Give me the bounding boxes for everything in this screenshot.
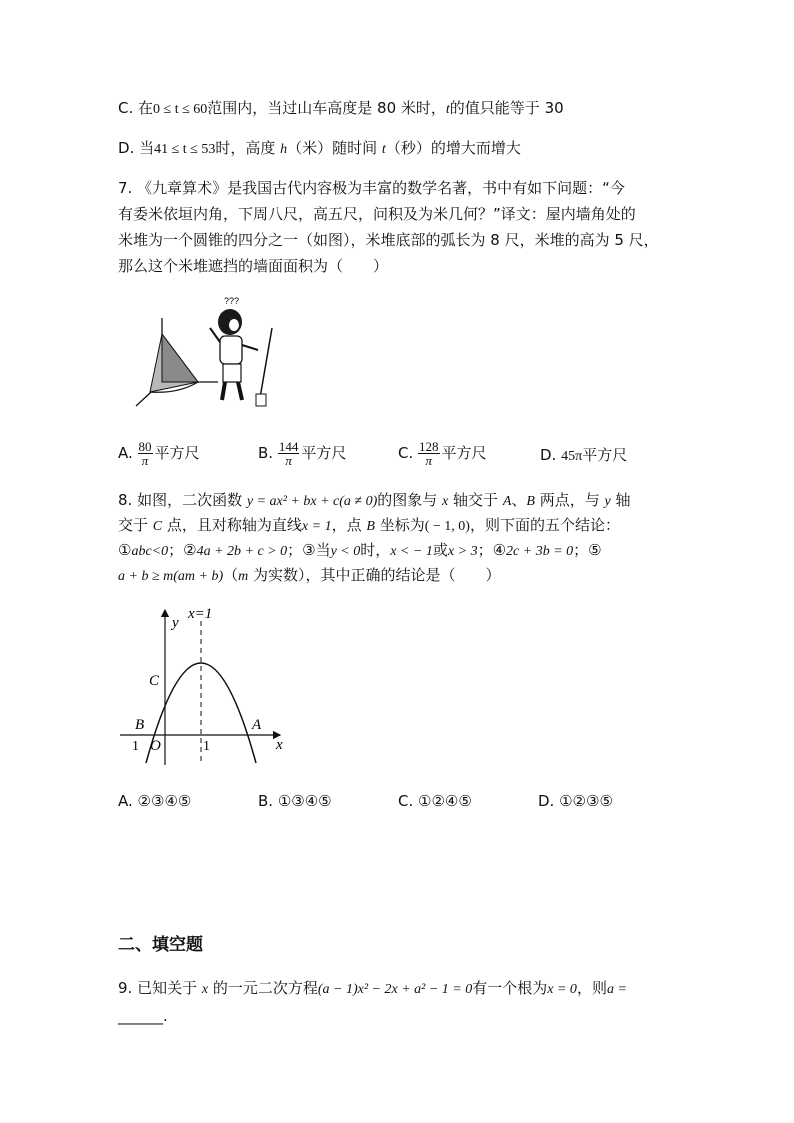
question-marks: ??? — [224, 296, 240, 306]
q9-answer-blank[interactable]: ______. — [118, 1007, 168, 1025]
q7-line-2: 有委米依垣内角，下周八尺，高五尺，问积及为米几何？”译文：屋内墙角处的 — [118, 205, 636, 223]
fraction: $\frac{144}{\pi}$ — [278, 439, 299, 468]
option-letter: A. — [118, 444, 133, 462]
option-letter: B. — [258, 444, 274, 462]
q6-option-d — [118, 138, 521, 160]
symmetry-label: x=1 — [188, 606, 213, 622]
condition-formula: 0 ≤ t ≤ 60 — [153, 102, 208, 117]
y-axis-label: y — [172, 615, 179, 631]
option-letter: C. — [398, 444, 414, 462]
condition-formula: 41 ≤ t ≤ 53 — [154, 142, 216, 157]
equation: (a − 1)x² − 2x + a² − 1 = 0 — [317, 982, 473, 997]
option-text: （米）随时间 — [287, 139, 382, 157]
point-b-label: B — [135, 717, 145, 733]
rice-pile-figure — [130, 290, 300, 410]
q8-option-d: D. ①②③⑤ — [538, 792, 613, 810]
unit: 平方尺 — [154, 444, 200, 462]
q7-option-a — [118, 440, 200, 467]
unit: 平方尺 — [582, 446, 628, 464]
section-heading: 二、填空题 — [118, 935, 203, 955]
q8-line-1: 8. 如图，二次函数 y = ax² + bx + c(a ≠ 0)的图象与 x 轴交于 A、B 两点，与 y 轴 — [118, 491, 631, 509]
q8-line-2: 交于 C 点，且对称轴为直线x = 1，点 B 坐标为( − 1, 0)，则下面的五个结论： — [118, 516, 620, 534]
point-a-label: A — [252, 717, 262, 733]
q6-option-c — [118, 98, 564, 120]
option-text: 时，高度 — [215, 139, 281, 157]
q7-option-d — [540, 444, 627, 465]
x-axis-label: x — [276, 737, 283, 753]
point-c-label: C — [149, 673, 160, 689]
option-text: （秒）的增大而增大 — [385, 139, 521, 157]
q7-option-c — [398, 440, 487, 467]
option-letter: D. — [540, 446, 557, 464]
function-formula: y = ax² + bx + c(a ≠ 0) — [246, 494, 378, 509]
q7-line-4: 那么这个米堆遮挡的墙面面积为（ ） — [118, 257, 389, 275]
q8-line-4: a + b ≥ m(am + b)（m 为实数），其中正确的结论是（ ） — [118, 566, 501, 584]
option-text: 的值只能等于 30 — [449, 99, 564, 117]
variable: h — [280, 142, 288, 157]
fraction: $\frac{80}{\pi}$ — [138, 439, 152, 468]
option-value: 45π — [561, 449, 583, 464]
q7-line-1: 7. 《九章算术》是我国古代内容极为丰富的数学名著，书中有如下问题：“今 — [118, 179, 625, 197]
variable: t — [381, 142, 386, 157]
q8-option-b: B. ①③④⑤ — [258, 792, 332, 810]
unit: 平方尺 — [301, 444, 347, 462]
fraction: $\frac{128}{\pi}$ — [419, 439, 439, 468]
person-icon — [210, 309, 272, 406]
q7-line-3: 米堆为一个圆锥的四分之一（如图），米堆底部的弧长为 8 尺，米堆的高为 5 尺， — [118, 231, 659, 249]
option-letter: C. 在 — [118, 99, 154, 117]
tick-neg-one: 1 — [132, 739, 139, 754]
parabola-graph — [118, 605, 298, 770]
q8-option-a: A. ②③④⑤ — [118, 792, 192, 810]
origin-label: O — [150, 738, 161, 754]
q9-line-1: 9. 已知关于 x 的一元二次方程(a − 1)x² − 2x + a² − 1 = 0有一个根为x = 0，则a = — [118, 979, 627, 997]
unit: 平方尺 — [441, 444, 487, 462]
variable: t — [445, 102, 450, 117]
option-letter: D. 当 — [118, 139, 155, 157]
q8-line-3: ①abc<0；②4a + 2b + c > 0；③当y < 0时，x < − 1或x > 3；④2c + 3b = 0；⑤ — [118, 541, 602, 559]
q8-option-c: C. ①②④⑤ — [398, 792, 472, 810]
q7-option-b — [258, 440, 346, 467]
tick-one: 1 — [203, 739, 210, 754]
option-text: 范围内，当过山车高度是 80 米时， — [207, 99, 446, 117]
